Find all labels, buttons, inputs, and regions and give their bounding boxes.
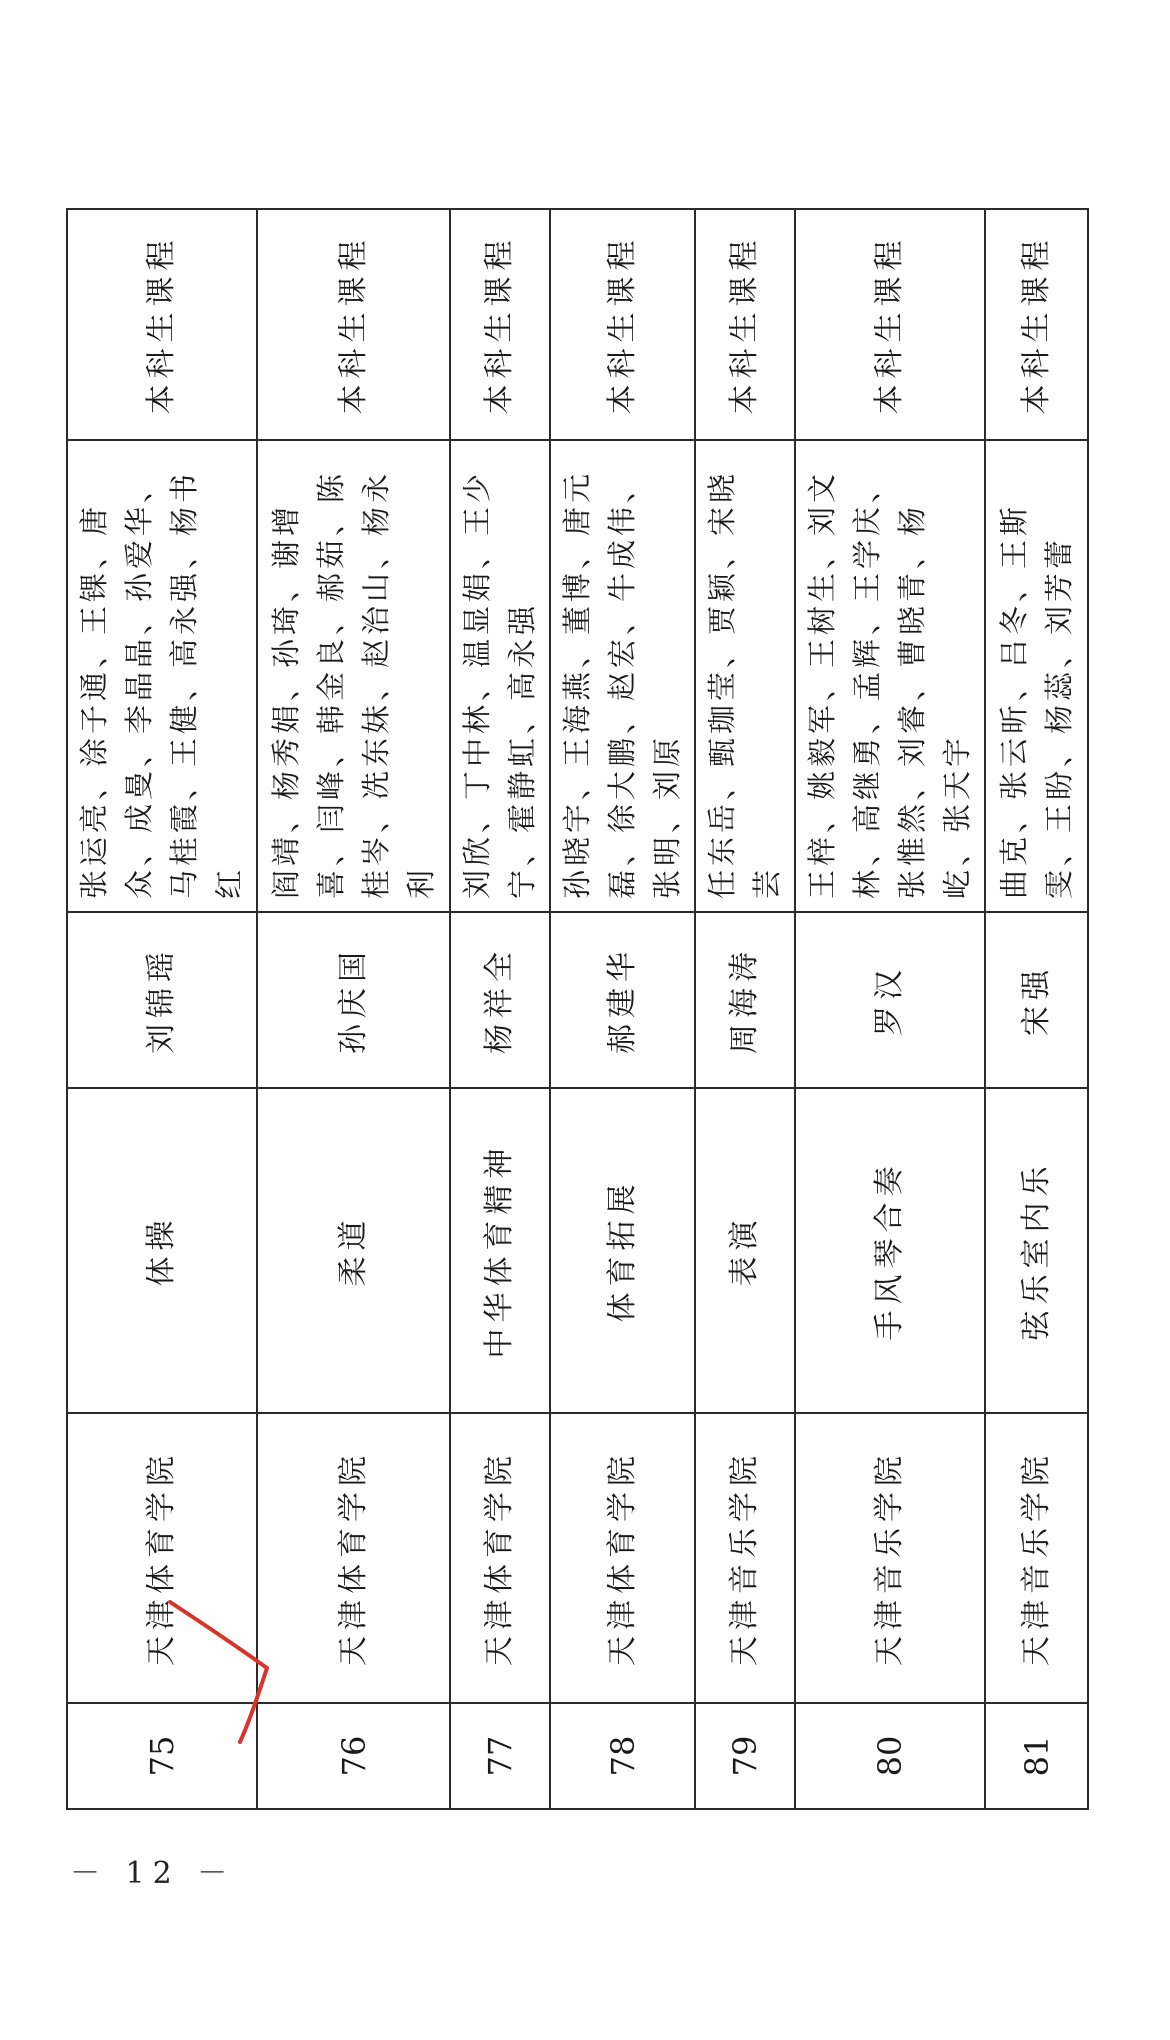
- school-name: 天津体育学院: [257, 1413, 450, 1703]
- course-category: 本科生课程: [67, 209, 257, 440]
- course-category: 本科生课程: [985, 209, 1088, 440]
- team-members: 孙晓宇、王海燕、董博、唐元磊、徐大鹏、赵宏、牛成伟、张明、刘原: [550, 440, 695, 912]
- course-name: 手风琴合奏: [795, 1088, 985, 1413]
- school-name: 天津音乐学院: [795, 1413, 985, 1703]
- team-members: 王梓、姚毅军、王树生、刘文林、高继勇、孟辉、王学庆、张惟然、刘睿、曹晓青、杨屹、张天宇: [795, 440, 985, 912]
- row-number: 80: [795, 1703, 985, 1809]
- course-lead: 孙庆国: [257, 912, 450, 1088]
- course-name: 柔道: [257, 1088, 450, 1413]
- school-name: 天津音乐学院: [985, 1413, 1088, 1703]
- row-number: 76: [257, 1703, 450, 1809]
- school-name: 天津音乐学院: [695, 1413, 795, 1703]
- course-name: 弦乐室内乐: [985, 1088, 1088, 1413]
- page-number: － 12 －: [70, 1856, 236, 1891]
- course-lead: 周海涛: [695, 912, 795, 1088]
- course-lead: 宋强: [985, 912, 1088, 1088]
- team-members: 张运亮、涂子通、王锞、唐众、成曼、李晶晶、孙爱华、马桂霞、王健、高永强、杨书红: [67, 440, 257, 912]
- row-number: 77: [450, 1703, 550, 1809]
- row-number: 81: [985, 1703, 1088, 1809]
- team-members: 刘欣、丁中林、温显娟、王少宁、霍静虹、高永强: [450, 440, 550, 912]
- course-lead: 罗汉: [795, 912, 985, 1088]
- course-category: 本科生课程: [695, 209, 795, 440]
- course-lead: 郝建华: [550, 912, 695, 1088]
- course-category: 本科生课程: [550, 209, 695, 440]
- course-name: 体操: [67, 1088, 257, 1413]
- course-lead: 杨祥全: [450, 912, 550, 1088]
- row-number: 75: [67, 1703, 257, 1809]
- team-members: 曲克、张云昕、吕冬、王斯雯、王盼、杨蕊、刘芳蕾: [985, 440, 1088, 912]
- course-lead: 刘锦瑶: [67, 912, 257, 1088]
- team-members: 阎靖、杨秀娟、孙琦、谢增喜、闫峰、韩金良、郝茹、陈桂岑、冼东妹、赵治山、杨永利: [257, 440, 450, 912]
- course-category: 本科生课程: [450, 209, 550, 440]
- course-name: 表演: [695, 1088, 795, 1413]
- school-name: 天津体育学院: [450, 1413, 550, 1703]
- course-category: 本科生课程: [257, 209, 450, 440]
- team-members: 任东岳、甄珈莹、贾颖、宋晓芸: [695, 440, 795, 912]
- school-name: 天津体育学院: [550, 1413, 695, 1703]
- row-number: 78: [550, 1703, 695, 1809]
- course-name: 体育拓展: [550, 1088, 695, 1413]
- row-number: 79: [695, 1703, 795, 1809]
- course-category: 本科生课程: [795, 209, 985, 440]
- course-name: 中华体育精神: [450, 1088, 550, 1413]
- school-name: 天津体育学院: [67, 1413, 257, 1703]
